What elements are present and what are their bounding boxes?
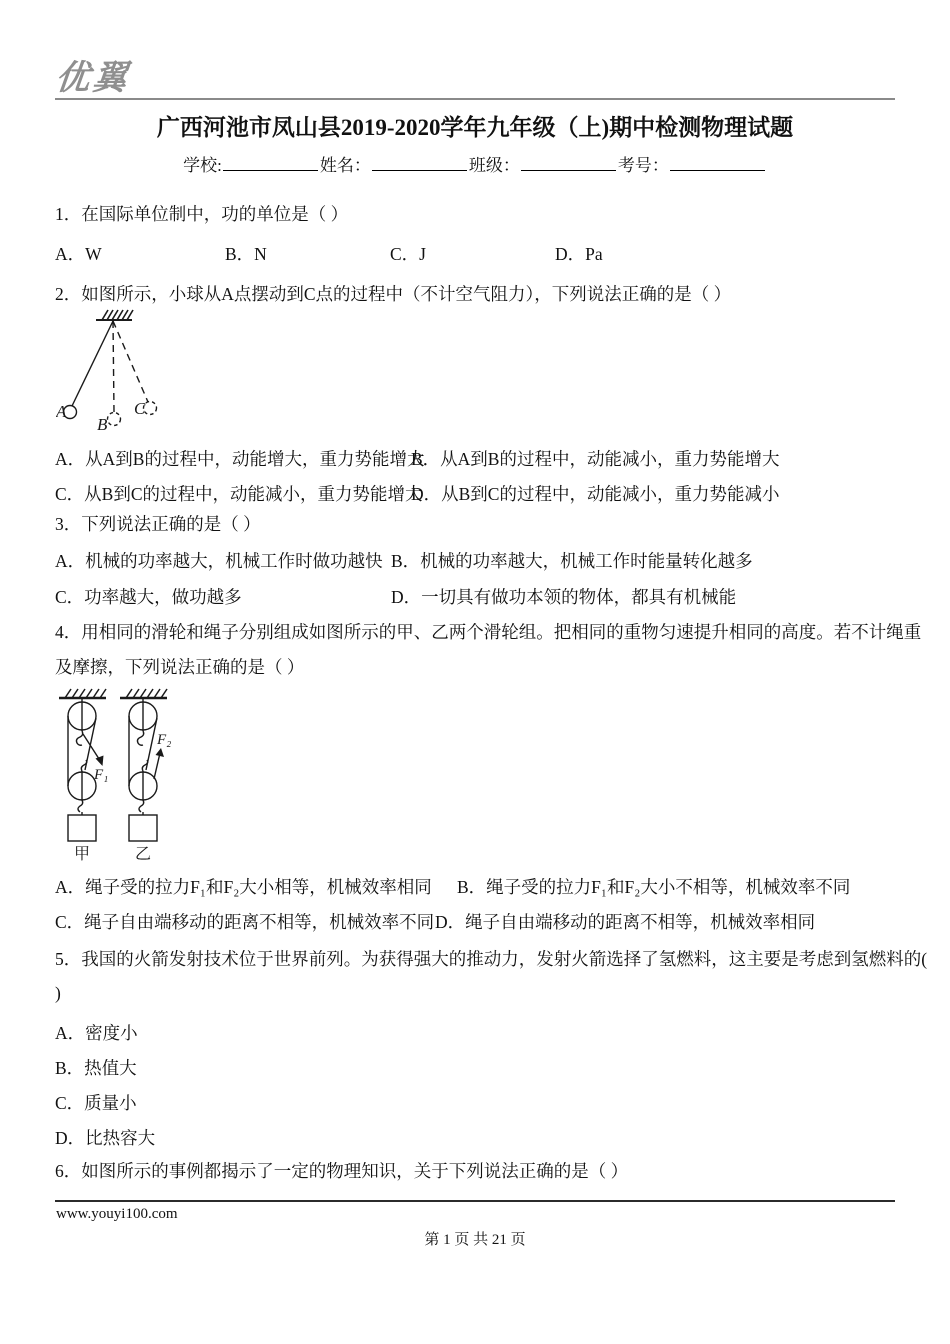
q5-option-b: B．热值大 <box>55 1058 137 1078</box>
pendulum-string-c <box>113 321 148 402</box>
pulley-left-label: 甲 <box>74 846 91 863</box>
q1-option-b: B．N <box>225 244 267 264</box>
question-4-stem-line2: 及摩擦，下列说法正确的是（ ） <box>55 657 305 677</box>
brand-logo: 优翼 <box>53 60 132 97</box>
question-2-options-row1 <box>55 446 900 471</box>
q2-option-d: D．从B到C的过程中，动能减小，重力势能减小 <box>411 484 780 504</box>
question-1-options <box>55 241 900 266</box>
school-blank <box>223 154 318 171</box>
q4-option-d: D．绳子自由端移动的距离不相等，机械效率相同 <box>435 912 816 932</box>
name-blank <box>372 154 467 171</box>
q2-option-a: A．从A到B的过程中，动能增大，重力势能增大 <box>55 449 425 469</box>
name-label: 姓名： <box>319 156 371 175</box>
pulley-force-f2-label: F₂ <box>157 732 172 748</box>
class-label: 班级： <box>468 156 520 175</box>
q1-option-a: A．W <box>55 244 102 264</box>
footer-page-indicator: 第 1 页 共 21 页 <box>424 1232 526 1248</box>
q4-option-c: C．绳子自由端移动的距离不相等，机械效率不同 <box>55 912 435 932</box>
footer-divider <box>55 1200 895 1202</box>
figure-pendulum <box>56 304 184 432</box>
pulley-right-label: 乙 <box>135 846 152 863</box>
q1-option-c: C．J <box>390 244 426 264</box>
question-3-options-row2 <box>55 584 900 609</box>
question-2-stem: 2．如图所示，小球从A点摆动到C点的过程中（不计空气阻力），下列说法正确的是（ ） <box>55 284 732 304</box>
pendulum-string-b <box>113 321 114 412</box>
student-info-line <box>0 151 950 176</box>
header-divider <box>55 98 895 100</box>
pulley-system-left <box>59 689 108 863</box>
exam-no-label: 考号： <box>617 156 669 175</box>
q5-option-c: C．质量小 <box>55 1093 137 1113</box>
school-label: 学校: <box>183 156 222 175</box>
q5-option-d: D．比热容大 <box>55 1128 156 1148</box>
exam-no-blank <box>670 154 765 171</box>
question-2-options-row2 <box>55 481 900 506</box>
q3-option-a: A．机械的功率越大，机械工作时做功越快 <box>55 551 383 571</box>
question-4-options-row2 <box>55 909 900 934</box>
question-3-options-row1 <box>55 548 900 573</box>
pendulum-label-b: B <box>97 415 108 432</box>
page-title: 广西河池市凤山县2019-2020学年九年级（上)期中检测物理试题 <box>156 115 794 140</box>
pendulum-label-a: A <box>56 402 67 421</box>
q3-option-c: C．功率越大，做功越多 <box>55 587 242 607</box>
question-3-stem: 3．下列说法正确的是（ ） <box>55 514 261 534</box>
q2-option-b: B．从A到B的过程中，动能减小，重力势能增大 <box>411 449 780 469</box>
pulley-force-f1-label: F₁ <box>94 767 109 783</box>
footer-website: www.youyi100.com <box>56 1206 178 1222</box>
q3-option-d: D．一切具有做功本领的物体，都具有机械能 <box>391 587 737 607</box>
q2-option-c: C．从B到C的过程中，动能减小，重力势能增大 <box>55 484 423 504</box>
q1-option-d: D．Pa <box>555 244 603 264</box>
pendulum-label-c: C <box>134 399 146 418</box>
q3-option-b: B．机械的功率越大，机械工作时能量转化越多 <box>391 551 753 571</box>
question-5-stem-line1: 5．我国的火箭发射技术位于世界前列。为获得强大的推动力，发射火箭选择了氢燃料，这主要是考虑到氢燃料的( <box>55 949 928 969</box>
question-4-stem-line1: 4．用相同的滑轮和绳子分别组成如图所示的甲、乙两个滑轮组。把相同的重物匀速提升相同的高度。若不计绳重 <box>55 622 922 642</box>
question-6-stem: 6．如图所示的事例都揭示了一定的物理知识，关于下列说法正确的是（ ） <box>55 1161 629 1181</box>
question-5-stem-line2: ) <box>55 983 61 1003</box>
pendulum-ball-b <box>108 413 121 426</box>
class-blank <box>521 154 616 171</box>
figure-pulleys <box>54 687 196 863</box>
q4-option-b: B．绳子受的拉力F₁和F₂大小不相等，机械效率不同 <box>457 877 851 897</box>
q5-option-a: A．密度小 <box>55 1023 138 1043</box>
question-4-options-row1 <box>55 874 900 899</box>
q4-option-a: A．绳子受的拉力F₁和F₂大小相等，机械效率相同 <box>55 877 432 897</box>
question-1-stem: 1．在国际单位制中，功的单位是（ ） <box>55 204 349 224</box>
pulley-system-right <box>120 689 171 863</box>
pendulum-string-a <box>72 321 113 406</box>
pendulum-ball-c <box>144 402 157 415</box>
